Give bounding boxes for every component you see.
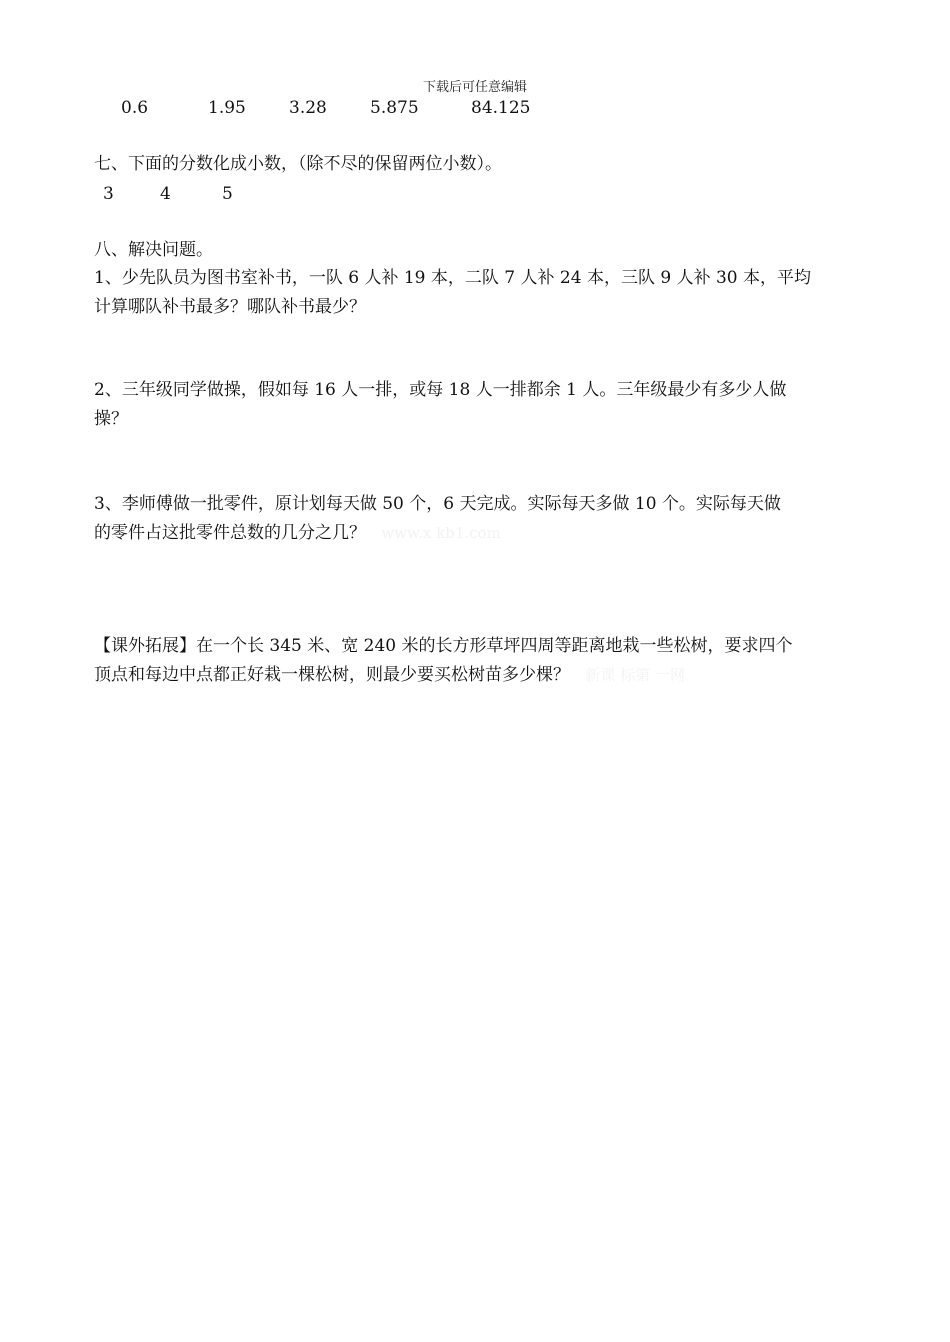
question-2-line-1: 2、三年级同学做操，假如每 16 人一排，或每 18 人一排都余 1 人。三年级最少有多少人做 [94, 380, 787, 400]
watermark-text: 新课 标第 一网 [585, 666, 685, 684]
question-1-line-1: 1、少先队员为图书室补书，一队 6 人补 19 本，二队 7 人补 24 本，三队 9 人补 30 本，平均 [94, 268, 812, 288]
question-3-text: 的零件占这批零件总数的几分之几？ [94, 523, 366, 543]
decimal-item: 84.125 [471, 98, 531, 118]
question-3-line-1: 3、李师傅做一批零件，原计划每天做 50 个，6 天完成。实际每天多做 10 个。实际每天做 [94, 494, 781, 514]
decimal-item: 0.6 [121, 98, 149, 118]
watermark-text: www.x kb1.com [381, 524, 501, 542]
fraction-item: 5 [222, 184, 233, 204]
extension-text: 顶点和每边中点都正好栽一棵松树，则最少要买松树苗多少棵？ [94, 665, 570, 685]
extension-line-1: 【课外拓展】在一个长 345 米、宽 240 米的长方形草坪四周等距离地栽一些松树，要求四个 [94, 636, 793, 656]
question-3-line-2 [94, 519, 864, 547]
decimal-item: 3.28 [289, 98, 327, 118]
question-2-line-2: 操？ [94, 409, 128, 429]
page-header: 下载后可任意编辑 [422, 80, 527, 95]
section-8-title: 八、解决问题。 [94, 240, 213, 260]
extension-line-2 [94, 661, 864, 689]
decimal-item: 1.95 [208, 98, 246, 118]
decimal-item: 5.875 [370, 98, 419, 118]
question-1-line-2: 计算哪队补书最多？哪队补书最少？ [94, 297, 366, 317]
section-7-title: 七、下面的分数化成小数，（除不尽的保留两位小数）。 [94, 154, 502, 174]
fraction-item: 4 [160, 184, 171, 204]
fraction-item: 3 [103, 184, 114, 204]
